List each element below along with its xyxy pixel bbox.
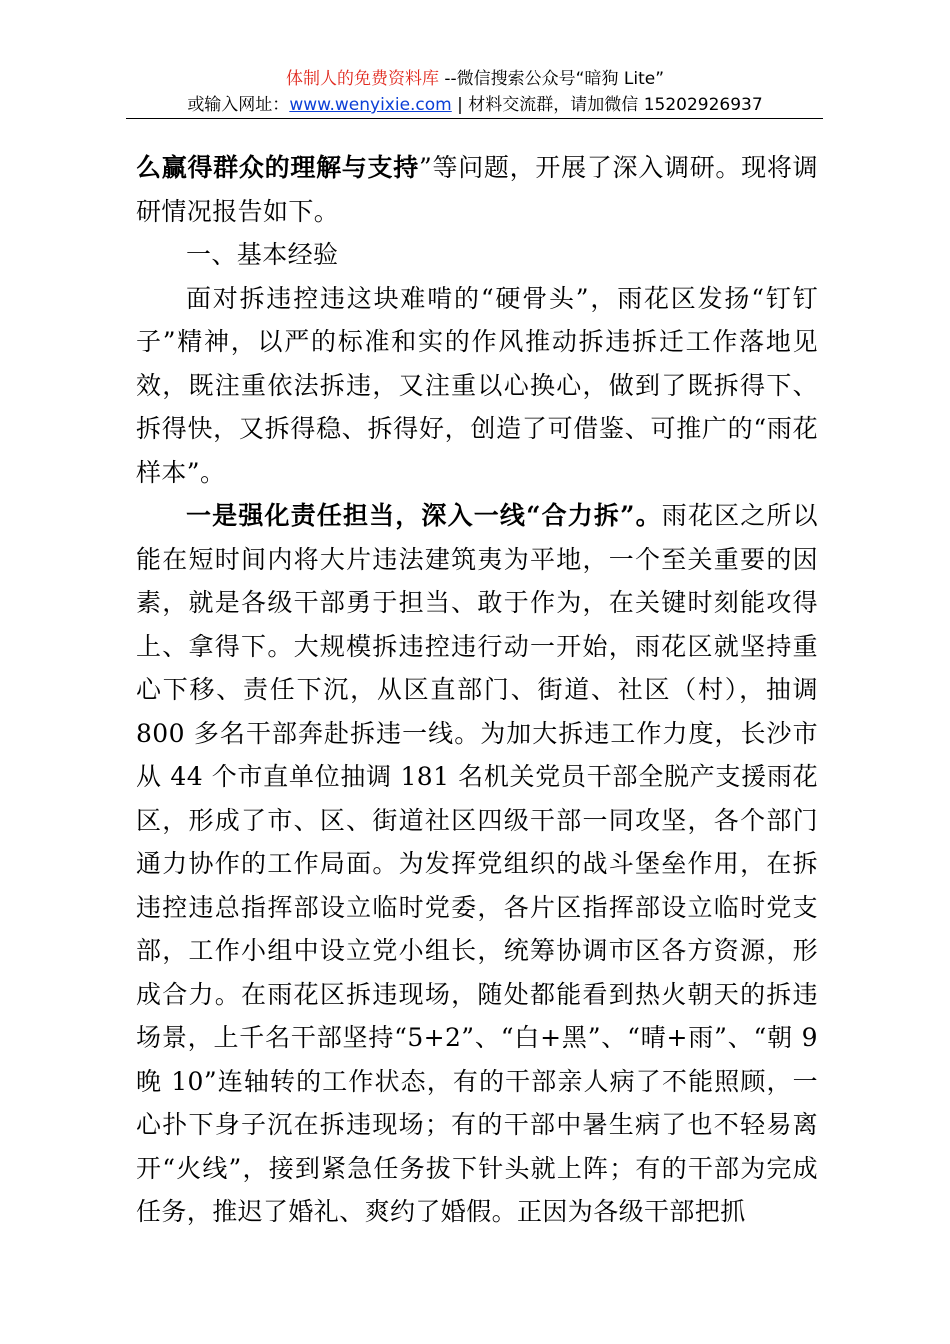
paragraph-continued-rest: ”等问题，开展了深入调研。现将调研情况报告如下。	[136, 153, 819, 226]
header-site-prefix: 或输入网址：	[187, 95, 290, 115]
header-contact: 材料交流群，请加微信 15202926937	[468, 95, 763, 115]
header-brand: 体制人的免费资料库	[285, 69, 439, 89]
header-wechat-text: --微信搜索公众号“暗狗 Lite”	[444, 69, 664, 89]
paragraph-responsibility	[136, 494, 818, 1234]
header-line-1	[0, 66, 950, 92]
header-site-link[interactable]: www.wenyixie.com	[289, 95, 452, 115]
paragraph-responsibility-rest: 雨花区之所以能在短时间内将大片违法建筑夷为平地，一个至关重要的因素，就是各级干部勇于担当、敢于作为，在关键时刻能攻得上、拿得下。大规模拆违控违行动一开始，雨花区就坚持重心下移、责任下沉，从区直部门、街道、社区（村），抽调 800 多名干部奔赴拆违一线。为加大拆违工作力度，长沙市从 44 个市直单位抽调 181 名机关党员干部全脱产支援雨花区，形成了市、区、街道社区四级干部一同攻坚，各个部门通力协作的工作局面。为发挥党组织的战斗堡垒作用，在拆违控违总指挥部设立临时党委，各片区指挥部设立临时党支部，工作小组中设立党小组长，统筹协调市区各方资源，形成合力。在雨花区拆违现场，随处都能看到热火朝天的拆违场景，上千名干部坚持“5+2”、“白+黑”、“晴+雨”、“朝 9 晚 10”连轴转的工作状态，有的干部亲人病了不能照顾，一心扑下身子沉在拆违现场；有的干部中暑生病了也不轻易离开“火线”，接到紧急任务拔下针头就上阵；有的干部为完成任务，推迟了婚礼、爽约了婚假。正因为各级干部把抓	[136, 501, 818, 1226]
header-line-2	[0, 92, 950, 118]
page-header	[0, 66, 950, 118]
document-body	[136, 146, 818, 1234]
header-divider	[126, 118, 823, 119]
paragraph-basic-experience: 面对拆违控违这块难啃的“硬骨头”，雨花区发扬“钉钉子”精神，以严的标准和实的作风推动拆违拆迁工作落地见效，既注重依法拆违，又注重以心换心，做到了既拆得下、拆得快，又拆得稳、拆得好，创造了可借鉴、可推广的“雨花样本”。	[136, 283, 818, 487]
paragraph-responsibility-lead: 一是强化责任担当，深入一线“合力拆”。	[186, 501, 662, 530]
header-separator: |	[457, 95, 463, 115]
paragraph-continued-bold: 么赢得群众的理解与支持	[136, 153, 419, 182]
paragraph-continued	[136, 146, 818, 233]
section-heading: 一、基本经验	[186, 240, 339, 269]
